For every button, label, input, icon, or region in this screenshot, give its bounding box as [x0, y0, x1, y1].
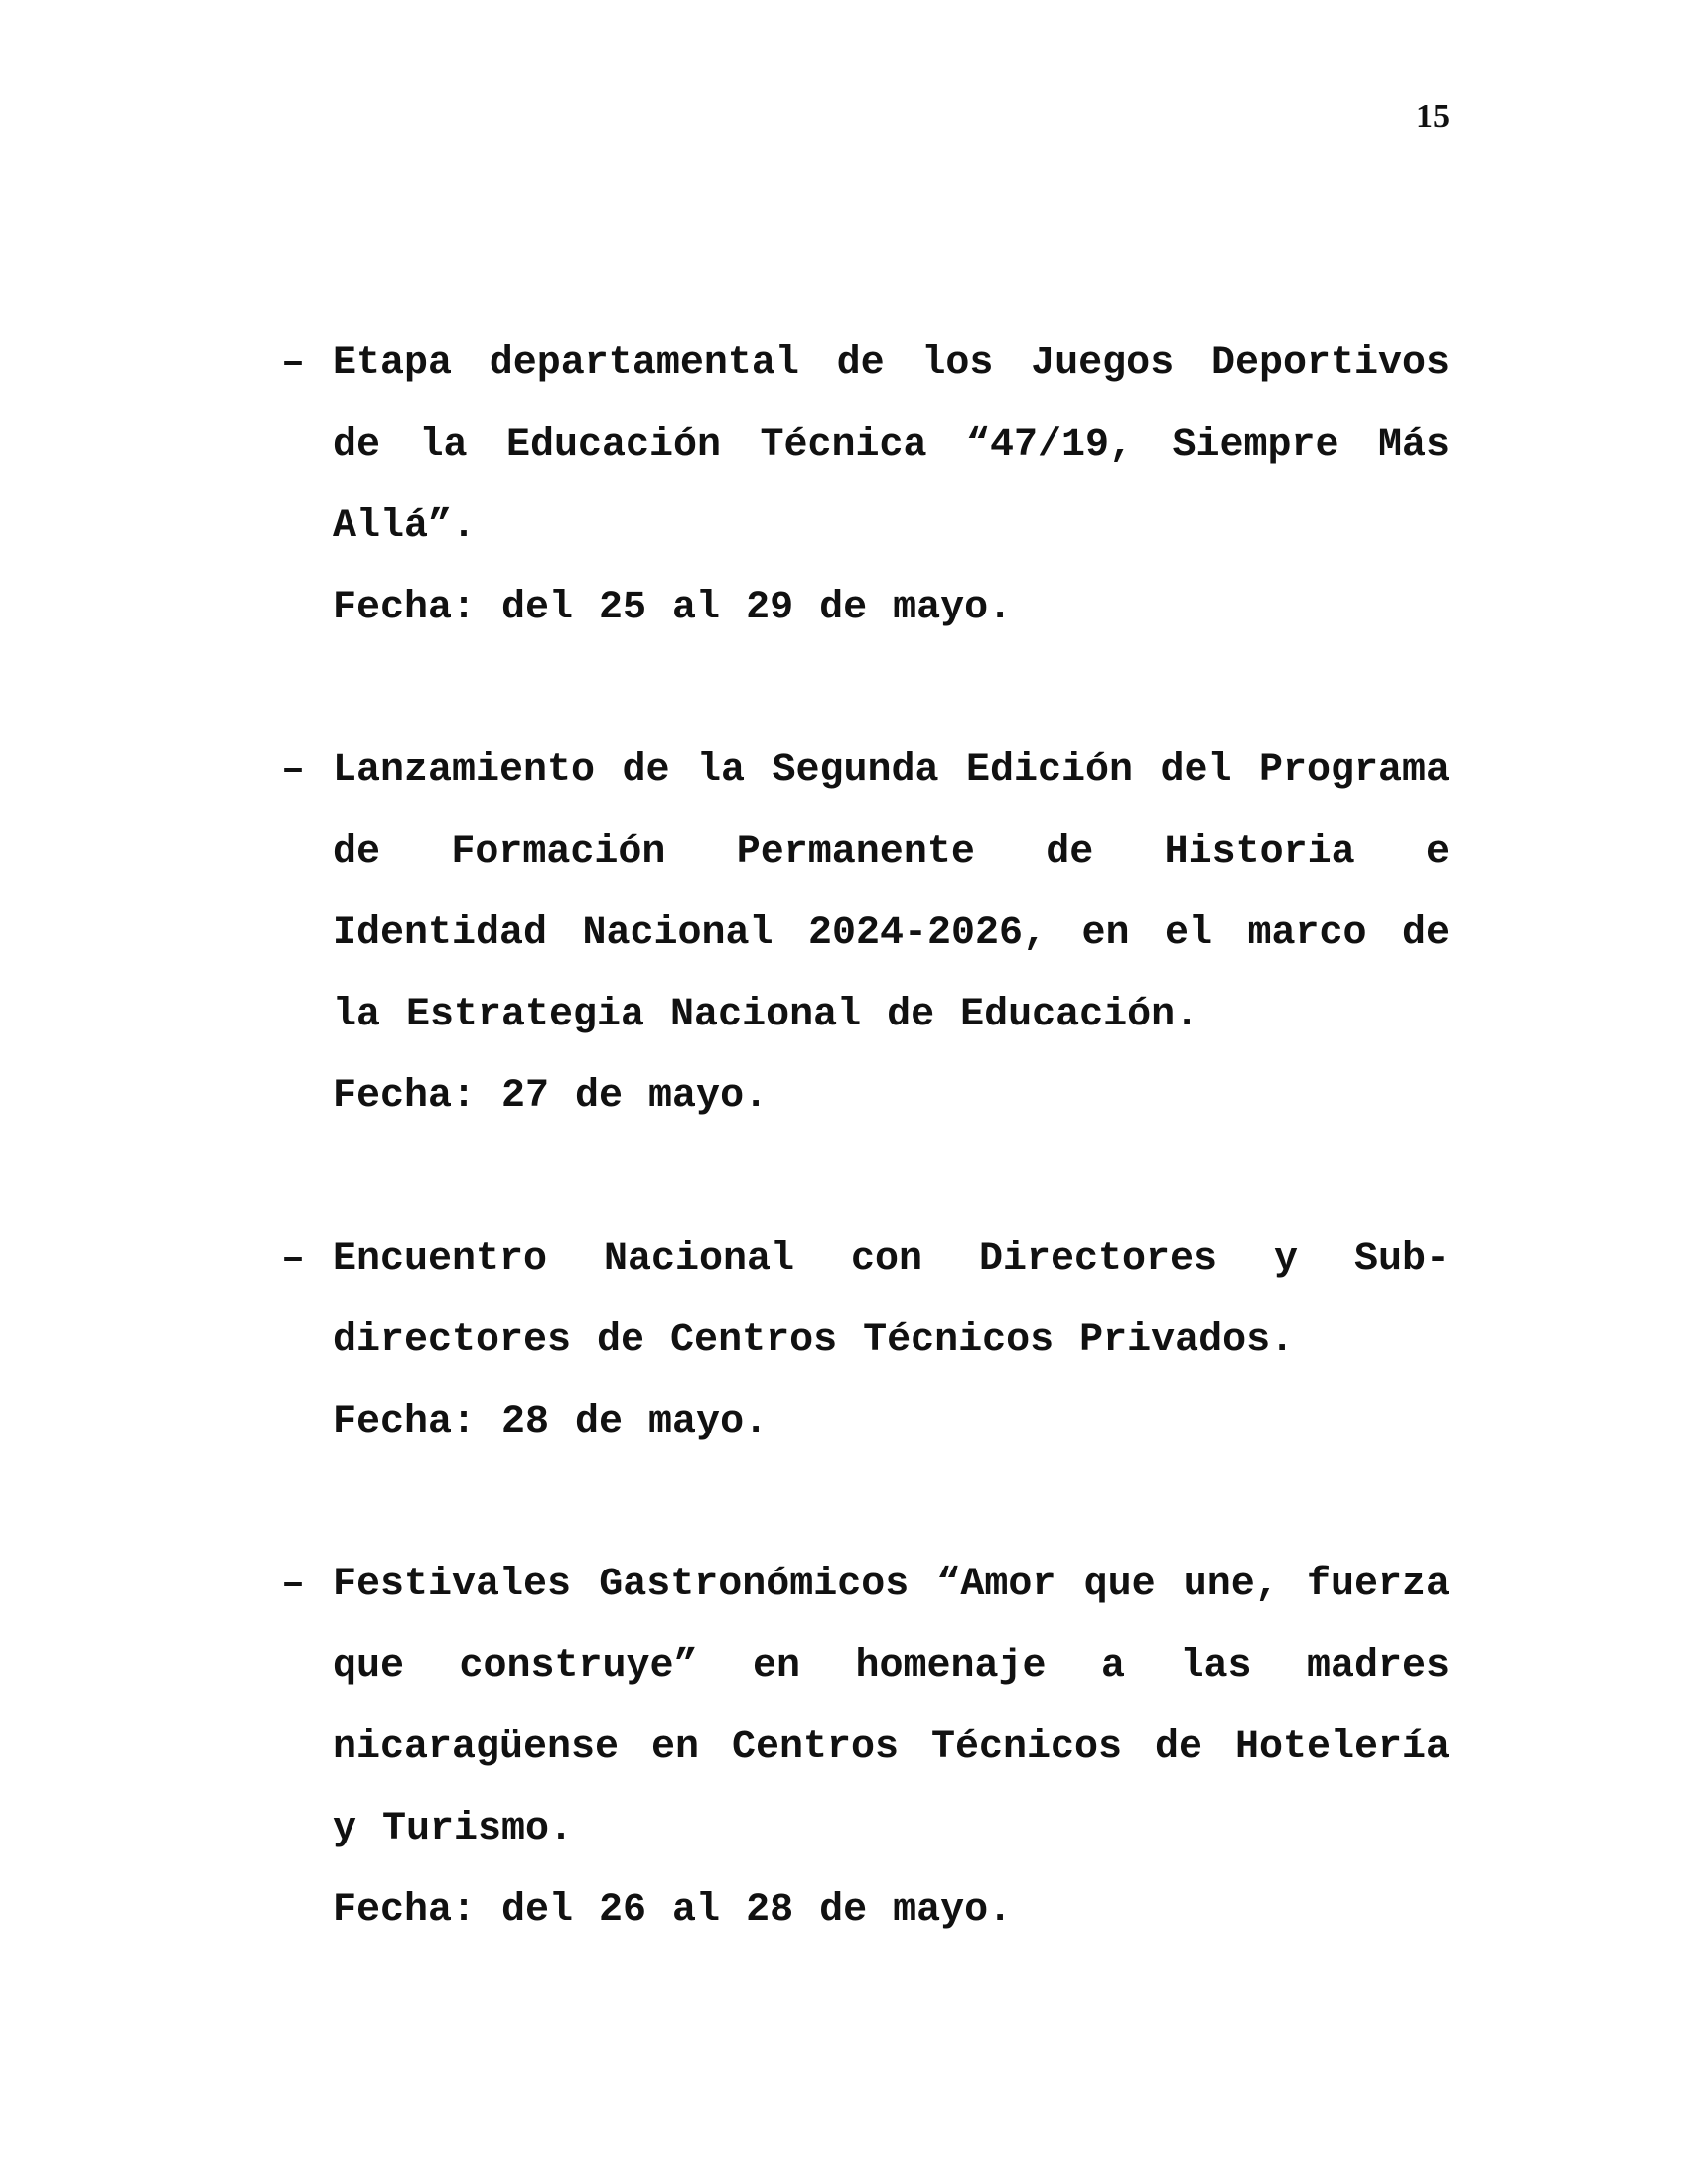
list-item	[281, 324, 1450, 649]
dash-bullet: –	[281, 341, 306, 386]
dash-bullet: –	[281, 1563, 306, 1607]
event-list	[281, 324, 1450, 2033]
event-date: Fecha: 28 de mayo.	[333, 1400, 769, 1444]
page-number: 15	[1416, 98, 1450, 135]
dash-bullet: –	[281, 1237, 306, 1282]
list-item-body	[333, 1219, 1450, 1463]
event-title: Encuentro Nacional con Directores y Sub-directores de Centros Técnicos Privados.	[333, 1237, 1450, 1363]
list-item	[281, 1219, 1450, 1463]
dash-bullet: –	[281, 749, 306, 793]
event-date: Fecha: del 25 al 29 de mayo.	[333, 586, 1013, 630]
list-item	[281, 1545, 1450, 1952]
list-item-body	[333, 731, 1450, 1138]
list-item	[281, 731, 1450, 1138]
event-date: Fecha: del 26 al 28 de mayo.	[333, 1888, 1013, 1933]
event-title: Lanzamiento de la Segunda Edición del Programa de Formación Permanente de Historia e Identidad Nacional 2024-2026, en el marco de la Estrategia Nacional de Educación.	[333, 749, 1450, 1037]
list-item-body	[333, 1545, 1450, 1952]
list-item-body	[333, 324, 1450, 649]
event-title: Etapa departamental de los Juegos Deportivos de la Educación Técnica “47/19, Siempre Más Allá”.	[333, 341, 1450, 549]
event-title: Festivales Gastronómicos “Amor que une, fuerza que construye” en homenaje a las madres nicaragüense en Centros Técnicos de Hotelería y Turismo.	[333, 1563, 1450, 1851]
event-date: Fecha: 27 de mayo.	[333, 1074, 769, 1119]
